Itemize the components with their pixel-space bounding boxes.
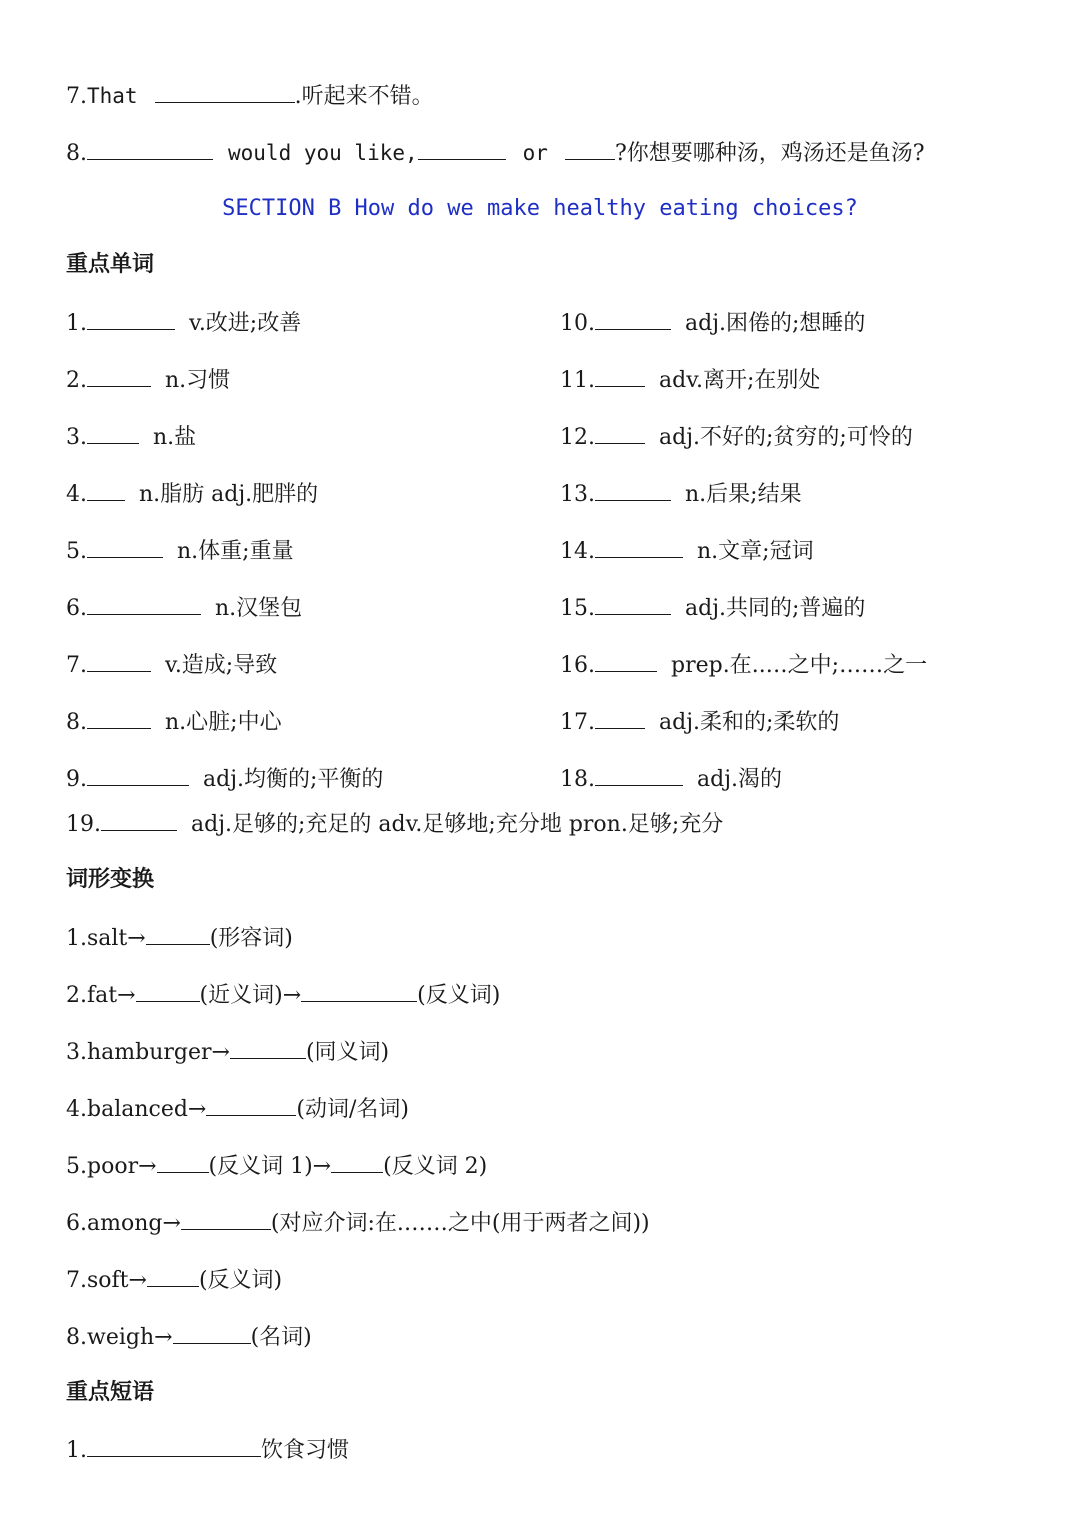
form-lead: 6.among→	[66, 1211, 181, 1236]
answer-blank[interactable]	[146, 922, 210, 945]
item-number: 18.	[560, 767, 595, 792]
item-definition: 饮食习惯	[261, 1438, 350, 1463]
item-definition: adv.离开;在别处	[659, 368, 821, 393]
form-item	[66, 1150, 487, 1182]
item-definition: n.心脏;中心	[165, 710, 282, 735]
answer-blank[interactable]	[136, 979, 200, 1002]
vocab-heading: 重点单词	[66, 252, 155, 277]
item-definition: adj.共同的;普遍的	[685, 596, 866, 621]
form-hint: (反义词 2)	[383, 1154, 488, 1179]
vocab-item	[66, 478, 318, 510]
item-number: 8.	[66, 710, 87, 735]
form-hint: (反义词 1)→	[208, 1154, 332, 1179]
item-number: 19.	[66, 812, 101, 837]
item-definition: adj.柔和的;柔软的	[659, 710, 840, 735]
item-definition: prep.在..…之中;……之一	[671, 653, 928, 678]
answer-blank[interactable]	[87, 364, 151, 387]
form-item	[66, 922, 293, 954]
item-number: 7.	[66, 653, 87, 678]
vocab-item	[66, 763, 383, 795]
answer-blank[interactable]	[87, 592, 201, 615]
form-hint: (形容词)	[209, 926, 293, 951]
form-lead: 8.weigh→	[66, 1325, 173, 1350]
vocab-item	[66, 421, 196, 453]
answer-blank[interactable]	[595, 478, 671, 501]
form-hint: (对应介词:在.……之中(用于两者之间))	[270, 1211, 650, 1236]
item-number: 16.	[560, 653, 595, 678]
answer-blank[interactable]	[595, 535, 683, 558]
vocab-item	[66, 364, 230, 396]
answer-blank[interactable]	[87, 137, 213, 160]
item-definition: v.造成;导致	[165, 653, 278, 678]
form-item	[66, 1093, 409, 1125]
form-lead: 5.poor→	[66, 1154, 157, 1179]
item-definition: n.体重;重量	[177, 539, 294, 564]
form-hint: (同义词)	[305, 1040, 390, 1065]
answer-blank[interactable]	[87, 763, 189, 786]
form-item	[66, 1321, 312, 1353]
item-number: 5.	[66, 539, 87, 564]
item-definition: adj.不好的;贫穷的;可怜的	[659, 425, 913, 450]
form-hint: (动词/名词)	[296, 1097, 409, 1122]
form-item	[66, 1207, 650, 1239]
phrase-item	[66, 1434, 349, 1466]
item-definition: n.后果;结果	[685, 482, 802, 507]
vocab-item	[66, 307, 301, 339]
vocab-item	[560, 364, 820, 396]
item-number: 15.	[560, 596, 595, 621]
answer-blank[interactable]	[87, 307, 175, 330]
form-item	[66, 979, 500, 1011]
answer-blank[interactable]	[595, 706, 645, 729]
item-definition: adj.困倦的;想睡的	[685, 311, 866, 336]
vocab-item	[66, 706, 282, 738]
form-hint: (名词)	[250, 1325, 312, 1350]
item-number: 14.	[560, 539, 595, 564]
form-hint: (反义词)	[198, 1268, 283, 1293]
form-item	[66, 1264, 282, 1296]
answer-blank[interactable]	[418, 137, 506, 160]
answer-blank[interactable]	[595, 763, 683, 786]
item-number: 10.	[560, 311, 595, 336]
item-number: 17.	[560, 710, 595, 735]
item-definition: v.改进;改善	[189, 311, 302, 336]
answer-blank[interactable]	[331, 1150, 383, 1173]
item-number: 11.	[560, 368, 595, 393]
sentence-number: 8.	[66, 141, 87, 166]
vocab-item	[560, 706, 839, 738]
sentence-number: 7.	[66, 84, 87, 109]
item-definition: n.脂肪 adj.肥胖的	[139, 482, 319, 507]
vocab-item	[560, 649, 927, 681]
item-definition: adj.均衡的;平衡的	[203, 767, 384, 792]
vocab-item	[560, 535, 814, 567]
answer-blank[interactable]	[595, 592, 671, 615]
form-lead: 7.soft→	[66, 1268, 147, 1293]
answer-blank[interactable]	[595, 649, 657, 672]
answer-blank[interactable]	[301, 979, 417, 1002]
answer-blank[interactable]	[87, 649, 151, 672]
answer-blank[interactable]	[87, 421, 139, 444]
vocab-item	[560, 592, 865, 624]
form-hint: (近义词)→	[199, 983, 302, 1008]
vocab-item	[66, 592, 302, 624]
item-number: 4.	[66, 482, 87, 507]
answer-blank[interactable]	[101, 808, 177, 831]
vocab-item	[560, 763, 782, 795]
form-item	[66, 1036, 389, 1068]
vocab-item	[560, 478, 802, 510]
form-lead: 1.salt→	[66, 926, 146, 951]
item-number: 1.	[66, 311, 87, 336]
item-number: 2.	[66, 368, 87, 393]
form-hint: (反义词)	[417, 983, 501, 1008]
item-definition: n.汉堡包	[215, 596, 303, 621]
sentence-tail: ?你想要哪种汤，鸡汤还是鱼汤?	[614, 141, 925, 166]
answer-blank[interactable]	[155, 80, 295, 103]
answer-blank[interactable]	[87, 478, 125, 501]
vocab-item	[560, 307, 865, 339]
answer-blank[interactable]	[230, 1036, 306, 1059]
item-number: 9.	[66, 767, 87, 792]
item-number: 13.	[560, 482, 595, 507]
vocab-item	[66, 649, 277, 681]
sentence-tail: .听起来不错。	[294, 84, 434, 109]
answer-blank[interactable]	[181, 1207, 271, 1230]
section-title: SECTION B How do we make healthy eating choices?	[222, 196, 858, 221]
answer-blank[interactable]	[87, 706, 151, 729]
item-number: 3.	[66, 425, 87, 450]
sentence-7	[66, 80, 434, 112]
answer-blank[interactable]	[173, 1321, 251, 1344]
form-lead: 4.balanced→	[66, 1097, 207, 1122]
item-definition: n.文章;冠词	[697, 539, 814, 564]
item-number: 1.	[66, 1438, 87, 1463]
form-lead: 2.fat→	[66, 983, 136, 1008]
sentence-word: That	[87, 84, 138, 108]
form-lead: 3.hamburger→	[66, 1040, 230, 1065]
answer-blank[interactable]	[565, 137, 615, 160]
item-number: 6.	[66, 596, 87, 621]
answer-blank[interactable]	[157, 1150, 209, 1173]
answer-blank[interactable]	[595, 307, 671, 330]
vocab-item	[66, 535, 294, 567]
answer-blank[interactable]	[87, 535, 163, 558]
item-definition: adj.足够的;充足的 adv.足够地;充分地 pron.足够;充分	[191, 812, 724, 837]
phrases-heading: 重点短语	[66, 1380, 155, 1405]
answer-blank[interactable]	[206, 1093, 296, 1116]
vocab-item	[66, 808, 723, 840]
answer-blank[interactable]	[87, 1434, 261, 1457]
answer-blank[interactable]	[595, 364, 645, 387]
vocab-item	[560, 421, 913, 453]
sentence-8	[66, 137, 925, 169]
answer-blank[interactable]	[595, 421, 645, 444]
answer-blank[interactable]	[147, 1264, 199, 1287]
item-definition: n.习惯	[165, 368, 231, 393]
forms-heading: 词形变换	[66, 867, 155, 892]
item-number: 12.	[560, 425, 595, 450]
sentence-part: would you like,	[228, 141, 418, 165]
item-definition: adj.渴的	[697, 767, 783, 792]
item-definition: n.盐	[153, 425, 197, 450]
sentence-part: or	[522, 141, 548, 165]
